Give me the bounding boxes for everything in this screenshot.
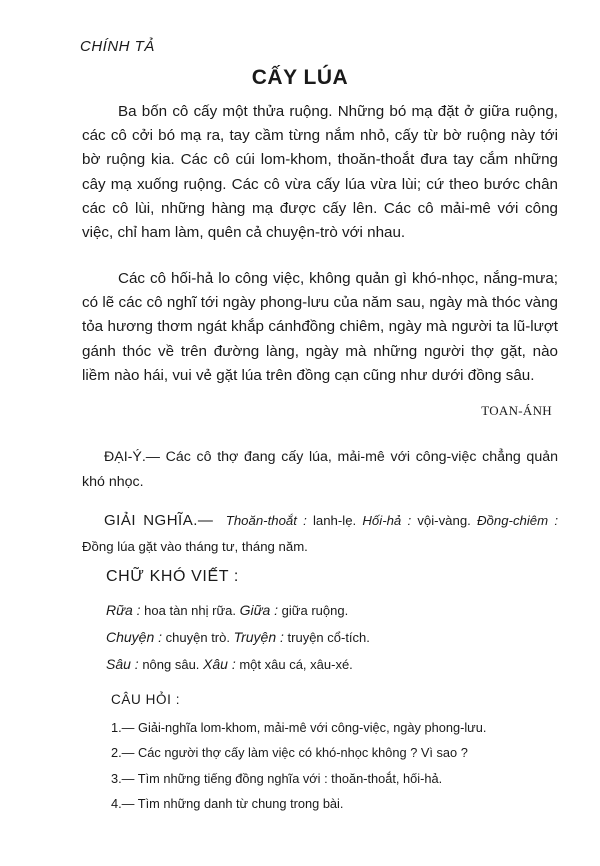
dai-y-heading: ĐẠI-Ý.— (104, 449, 160, 465)
word-example: truyện cổ-tích. (283, 630, 370, 645)
section-label: CHÍNH TẢ (80, 38, 155, 55)
chu-kho-viet-line (106, 602, 348, 618)
question-item: 1.— Giải-nghĩa lom-khom, mải-mê với công-việc, ngày phong-lưu. (111, 720, 487, 735)
word-example: hoa tàn nhị rữa. (140, 603, 240, 618)
giai-nghia-def-1: lanh-lẹ. (306, 513, 363, 528)
lesson-title: CẤY LÚA (251, 66, 349, 89)
word-example: một xâu cá, xâu-xé. (235, 657, 353, 672)
paragraph-2: Các cô hối-hả lo công việc, không quản gì khó-nhọc, nắng-mưa; có lẽ các cô nghĩ tới ngày phong-lưu của năm sau, ngày mà thóc vàng tỏa hương thơm ngát khắp cánhđồng chiêm, ngày mà người ta lũ-lượt gánh thóc về trên đường làng, ngày mà những người thợ gặt, nào liềm nào hái, vui vẻ gặt lúa trên đồng cạn cũng như dưới đồng sâu. (82, 270, 558, 384)
difficult-word: Giữa : (239, 602, 279, 618)
word-example: chuyện trò. (162, 630, 234, 645)
chu-kho-viet-heading: CHỮ KHÓ VIẾT : (106, 568, 239, 585)
question-item: 4.— Tìm những danh từ chung trong bài. (111, 796, 344, 811)
dai-y-text: Các cô thợ đang cấy lúa, mải-mê với công-việc chẳng quản khó nhọc. (82, 449, 558, 490)
question-item: 3.— Tìm những tiếng đồng nghĩa với : thoăn-thoắt, hối-hả. (111, 771, 443, 786)
word-example: giữa ruộng. (278, 603, 349, 618)
chu-kho-viet-line (106, 629, 370, 645)
giai-nghia-heading: GIẢI NGHĨA.— (104, 512, 214, 529)
giai-nghia-def-3: Đồng lúa gặt vào tháng tư, tháng năm. (82, 539, 308, 554)
giai-nghia-term-2: Hối-hả : (362, 513, 412, 528)
giai-nghia-term-3: Đồng-chiêm : (477, 513, 558, 528)
difficult-word: Chuyện : (106, 629, 163, 645)
paragraph-1: Ba bốn cô cấy một thửa ruộng. Những bó mạ đặt ở giữa ruộng, các cô cởi bó mạ ra, tay cầm từng nắm nhỏ, cấy từ bờ ruộng này tới bờ ruộng kia. Các cô cúi lom-khom, thoăn-thoắt đưa tay cắm những cây mạ xuống ruộng. Các cô vừa cấy lúa vừa lùi; cứ theo bước chân các cô lùi, những hàng mạ được cấy lên. Các cô mải-mê với công việc, chỉ ham làm, quên cả chuyện-trò với nhau. (82, 103, 558, 242)
difficult-word: Sâu : (106, 656, 139, 672)
dai-y-section (82, 445, 558, 494)
author: TOAN-ÁNH (481, 403, 552, 418)
cau-hoi-heading: CÂU HỎI : (111, 692, 181, 707)
question-item: 2.— Các người thợ cấy làm việc có khó-nhọc không ? Vì sao ? (111, 745, 468, 760)
chu-kho-viet-line (106, 656, 353, 672)
difficult-word: Truyện : (233, 629, 284, 645)
giai-nghia-section (82, 508, 558, 560)
giai-nghia-term-1: Thoăn-thoắt : (225, 513, 307, 528)
word-example: nông sâu. (138, 657, 204, 672)
giai-nghia-def-2: vội-vàng. (411, 513, 478, 528)
difficult-word: Xâu : (203, 656, 236, 672)
difficult-word: Rữa : (106, 602, 141, 618)
